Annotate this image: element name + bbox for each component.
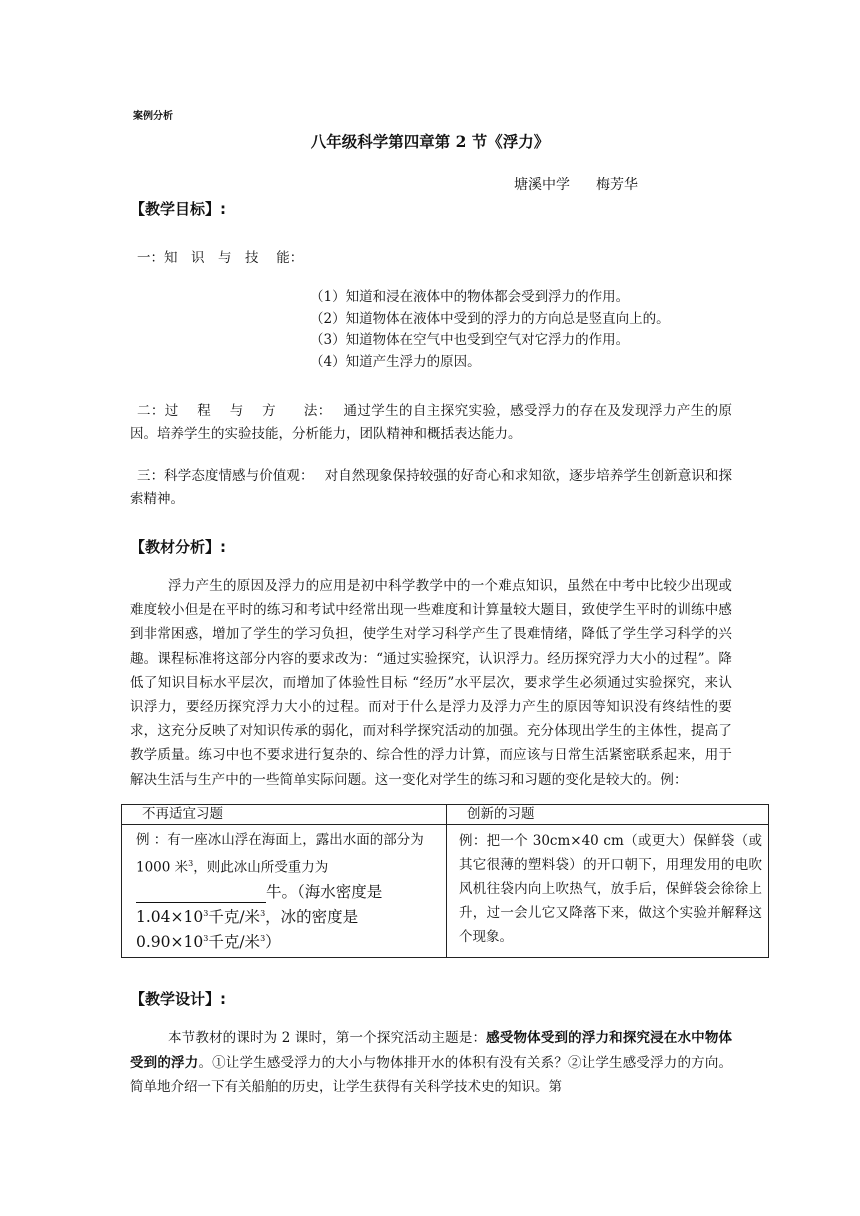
table-header-old: 不再适宜习题 <box>122 805 447 825</box>
exponent: 3 <box>203 934 209 944</box>
old-exercise-cell <box>122 825 447 958</box>
author-line <box>514 174 638 194</box>
exponent: 3 <box>260 909 266 918</box>
density-connector: ，冰的密度是 <box>265 908 359 927</box>
attitude-values-paragraph: 三：科学态度情感与价值观： 对自然现象保持较强的好奇心和求知欲，逐步培养学生创新意识和探索精神。 <box>130 468 732 507</box>
seawater-density: 1.04×10 <box>136 908 204 927</box>
list-item: （2）知道物体在液体中受到的浮力的方向总是竖直向上的。 <box>310 310 670 327</box>
author-school: 塘溪中学 <box>514 177 570 193</box>
design-activity-theme: 感受物体受到的浮力和探究浸在水中物体受到的浮力 <box>130 1030 733 1071</box>
design-paragraph <box>130 1026 732 1100</box>
table-header-new: 创新的习题 <box>447 805 769 825</box>
old-exercise-unit: 牛。（海水密度是 <box>266 883 383 901</box>
closing-paren: ） <box>265 933 281 952</box>
material-heading: 【教材分析】: <box>130 538 226 556</box>
density-unit: 千克/米 <box>208 933 261 952</box>
list-item: （4）知道产生浮力的原因。 <box>310 353 481 370</box>
density-unit: 千克/米 <box>208 908 261 927</box>
ice-density: 0.90×10 <box>136 933 204 952</box>
old-exercise-text-cont: ，则此冰山所受重力为 <box>193 859 329 876</box>
list-item: （3）知道物体在空气中也受到空气对它浮力的作用。 <box>310 332 630 348</box>
page-title: 八年级科学第四章第 2 节《浮力》 <box>310 132 550 151</box>
design-rest: 。①让学生感受浮力的大小与物体排开水的体积有没有关系？②让学生感受浮力的方向。简单地介绍一下有关船舶的历史，让学生获得有关科学技术史的知识。第 <box>130 1054 733 1095</box>
material-analysis-paragraph: 浮力产生的原因及浮力的应用是初中科学教学中的一个难点知识，虽然在中考中比较少出现或难度较小但是在平时的练习和考试中经常出现一些难度和计算量较大题目，致使学生平时的训练中感到非常困惑，增加了学生的学习负担，使学生对学习科学产生了畏难情绪，降低了学生学习科学的兴趣。课程标准将这部分内容的要求改为：“通过实验探究，认识浮力。经历探究浮力大小的过程”。降低了知识目标水平层次，而增加了体验性目标 “经历”水平层次，要求学生必须通过实验探究，来认识浮力，要经历探究浮力大小的过程。而对于什么是浮力及浮力产生的原因等知识没有终结性的要求，这充分反映了对知识传承的弱化，而对科学探究活动的加强。充分体现出学生的主体性，提高了教学质量。练习中也不要求进行复杂的、综合性的浮力计算，而应该与日常生活紧密联系起来，用于解决生活与生产中的一些简单实际问题。这一变化对学生的练习和习题的变化是较大的。例： <box>130 578 732 788</box>
answer-blank <box>136 886 266 903</box>
old-exercise-text: 例 ：有一座冰山浮在海面上，露出水面的部分为 1000 米 <box>136 832 424 876</box>
exercise-comparison-table <box>121 804 769 958</box>
exponent: 3 <box>188 859 194 868</box>
goals-heading: 【教学目标】: <box>130 200 226 218</box>
exponent: 3 <box>203 909 209 918</box>
design-heading: 【教学设计】: <box>130 990 226 1008</box>
list-item: （1）知道和浸在液体中的物体都会受到浮力的作用。 <box>310 289 630 305</box>
process-method-paragraph: 二：过 程 与 方 法： 通过学生的自主探究实验，感受浮力的存在及发现浮力产生的原因。培养学生的实验技能，分析能力，团队精神和概括表达能力。 <box>130 403 732 442</box>
author-name: 梅芳华 <box>596 177 638 193</box>
new-exercise-cell: 例：把一个 30cm×40 cm（或更大）保鲜袋（或其它很薄的塑料袋）的开口朝下，用理发用的电吹风机往袋内向上吹热气，放手后，保鲜袋会徐徐上升，过一会儿它又降落下来，做这个实验并解释这个现象。 <box>447 825 769 958</box>
doc-category-label: 案例分析 <box>133 111 173 122</box>
knowledge-skill-label: 一：知 识 与 技 能： <box>137 250 304 266</box>
exponent: 3 <box>260 934 266 944</box>
design-intro: 本节教材的课时为 2 课时，第一个探究活动主题是： <box>168 1030 487 1046</box>
knowledge-goal-list <box>310 287 670 373</box>
